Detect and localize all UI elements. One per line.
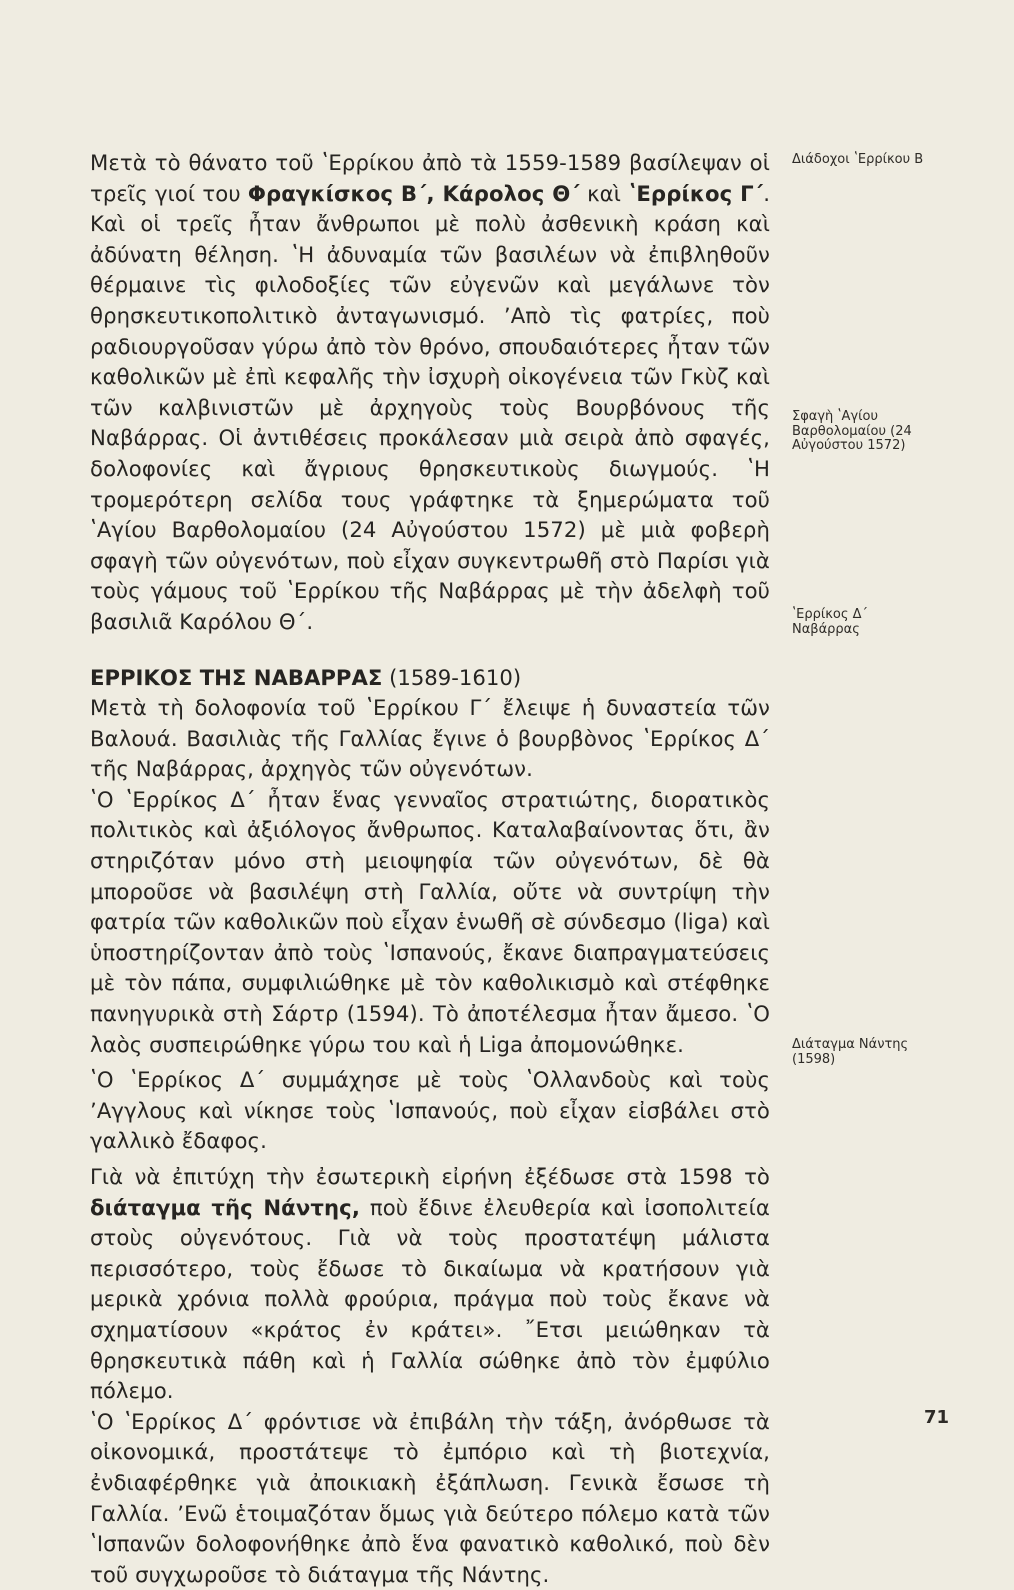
section-years: (1589-1610) — [382, 664, 522, 690]
paragraph-text: . Καὶ οἱ τρεῖς ἦταν ἄνθρωποι μὲ πολὺ ἀσθενικὴ κράση καὶ ἀδύνατη θέληση. ʽΗ ἀδυναμία τῶν βασιλέων νὰ ἐπιβληθοῦν θέρμαινε τὶς φιλοδοξίες τῶν εὐγενῶν καὶ μεγάλωνε τὸν θρησκευτικοπολιτικὸ ἀνταγωνισμό. ʼΑπὸ τὶς φατρίες, ποὺ ραδιουργοῦσαν γύρω ἀπὸ τὸν θρόνο, σπουδαιότερες ἦταν τῶν καθολικῶν μὲ ἐπὶ κεφαλῆς τὴν ἰσχυρὴ οἰκογένεια τῶν Γκὺζ καὶ τῶν καλβινιστῶν μὲ ἀρχηγοὺς τοὺς Βουρβόνους τῆς Ναβάρρας. Οἱ ἀντιθέσεις προκάλεσαν μιὰ σειρὰ ἀπὸ σφαγές, δολοφονίες καὶ ἄγριους θρησκευτικοὺς διωγμούς. ʽΗ τρομερότερη σελίδα τους γράφτηκε τὰ ξημερώματα τοῦ ʽΑγίου Βαρθολομαίου (24 Αὐγούστου 1572) μὲ μιὰ φοβερὴ σφαγὴ τῶν οὐγενότων, ποὺ εἶχαν συγκεντρωθῆ στὸ Παρίσι γιὰ τοὺς γάμους τοῦ ʽΕρρίκου τῆς Ναβάρρας μὲ τὴν ἀδελφὴ τοῦ βασιλιᾶ Καρόλου Θ΄. — [90, 180, 771, 634]
margin-note-edict: Διάταγμα Νάντης (1598) — [792, 1037, 909, 1067]
paragraph-successors — [90, 148, 770, 638]
paragraph-alliance: ʽΟ ʽΕρρίκος Δ΄ συμμάχησε μὲ τοὺς ʽΟλλανδοὺς καὶ τοὺς ʼΑγγλους καὶ νίκησε τοὺς ʽΙσπανούς, ποὺ εἶχαν εἰσβάλει στὸ γαλλικὸ ἔδαφος. — [90, 1067, 770, 1154]
paragraph-text: καὶ — [579, 180, 629, 206]
paragraph-henry-character: ʽΟ ʽΕρρίκος Δ΄ ἦταν ἕνας γενναῖος στρατιώτης, διορατικὸς πολιτικὸς καὶ ἀξιόλογος ἄνθρωπος. Καταλαβαίνοντας ὅτι, ἂν στηριζόταν μόνο στὴ μειοψηφία τῶν οὐγενότων, δὲ θὰ μποροῦσε νὰ βασιλέψη στὴ Γαλλία, οὔτε νὰ συντρίψη τὴν φατρία τῶν καθολικῶν ποὺ εἶχαν ἑνωθῆ σὲ σύνδεσμο (liga) καὶ ὑποστηρίζονταν ἀπὸ τοὺς ʽΙσπανούς, ἔκανε διαπραγματεύσεις μὲ τὸν πάπα, συμφιλιώθηκε μὲ τὸν καθολικισμὸ καὶ στέφθηκε πανηγυρικὰ στὴ Σάρτρ (1594). Τὸ ἀποτέλεσμα ἦταν ἄμεσο. ʽΟ λαὸς συσπειρώθηκε γύρω του καὶ ἡ Liga ἀπομονώθηκε. — [90, 786, 770, 1057]
paragraph-edict — [90, 1162, 770, 1407]
section-title: ΕΡΡΙΚΟΣ ΤΗΣ ΝΑΒΑΡΡΑΣ — [90, 664, 383, 690]
bold-term-edict: διάταγμα τῆς Νάντης, — [90, 1194, 360, 1220]
paragraph-text: Γιὰ νὰ ἐπιτύχη τὴν ἐσωτερικὴ εἰρήνη ἐξέδωσε στὰ 1598 τὸ — [90, 1164, 770, 1189]
paragraph-reforms: ʽΟ ʽΕρρίκος Δ΄ φρόντισε νὰ ἐπιβάλη τὴν τάξη, ἀνόρθωσε τὰ οἰκονομικά, προστάτεψε τὸ ἐμπόριο καὶ τὴ βιοτεχνία, ἐνδιαφέρθηκε γιὰ ἀποικιακὴ ἐξάπλωση. Γενικὰ ἔσωσε τὴ Γαλλία. ʼΕνῶ ἑτοιμαζόταν ὅμως γιὰ δεύτερο πόλεμο κατὰ τῶν ʽΙσπανῶν δολοφονήθηκε ἀπὸ ἕνα φανατικὸ καθολικό, ποὺ δὲν τοῦ συγχωροῦσε τὸ διάταγμα τῆς Νάντης. — [90, 1408, 770, 1587]
main-text-column — [90, 148, 770, 1590]
bold-term-henry-iii: ʽΕρρίκος Γ΄ — [628, 180, 764, 206]
paragraph-text: ποὺ ἔδινε ἐλευθερία καὶ ἰσοπολιτεία στοὺς οὐγενότους. Γιὰ νὰ τοὺς προστατέψη μάλιστα περισσότερο, τοὺς ἔδωσε τὸ δικαίωμα νὰ κρατήσουν γιὰ μερικὰ χρόνια πολλὰ φρούρια, πράγμα ποὺ τοὺς ἔκανε νὰ σχηματίσουν «κράτος ἐν κράτει». ῎Ετσι μειώθηκαν τὰ θρησκευτικὰ πάθη καὶ ἡ Γαλλία σώθηκε ἀπὸ τὸν ἐμφύλιο πόλεμο. — [90, 1194, 770, 1404]
bold-term-kings: Φραγκίσκος Β΄, Κάρολος Θ΄ — [247, 180, 580, 206]
paragraph-text: Μετὰ τὸ θάνατο τοῦ ʽΕρρίκου ἀπὸ τὰ 1559-1589 βασίλεψαν οἱ τρεῖς γιοί του — [90, 150, 770, 206]
margin-note-successors: Διάδοχοι ʽΕρρίκου Β — [792, 152, 924, 167]
margin-note-massacre: Σφαγὴ ʽΑγίου Βαρθολομαίου (24 Αὐγούστου 1572) — [792, 409, 912, 453]
margin-note-henry-iv: ʽΕρρίκος Δ΄ Ναβάρρας — [792, 607, 869, 637]
page-number: 71 — [924, 1407, 950, 1428]
paragraph-valois-end: Μετὰ τὴ δολοφονία τοῦ ʽΕρρίκου Γ΄ ἔλειψε ἡ δυναστεία τῶν Βαλουά. Βασιλιὰς τῆς Γαλλίας ἔγινε ὁ βουρβὸνος ʽΕρρίκος Δ΄ τῆς Ναβάρρας, ἀρχηγὸς τῶν οὐγενότων. — [90, 695, 770, 782]
section-heading — [90, 663, 770, 694]
